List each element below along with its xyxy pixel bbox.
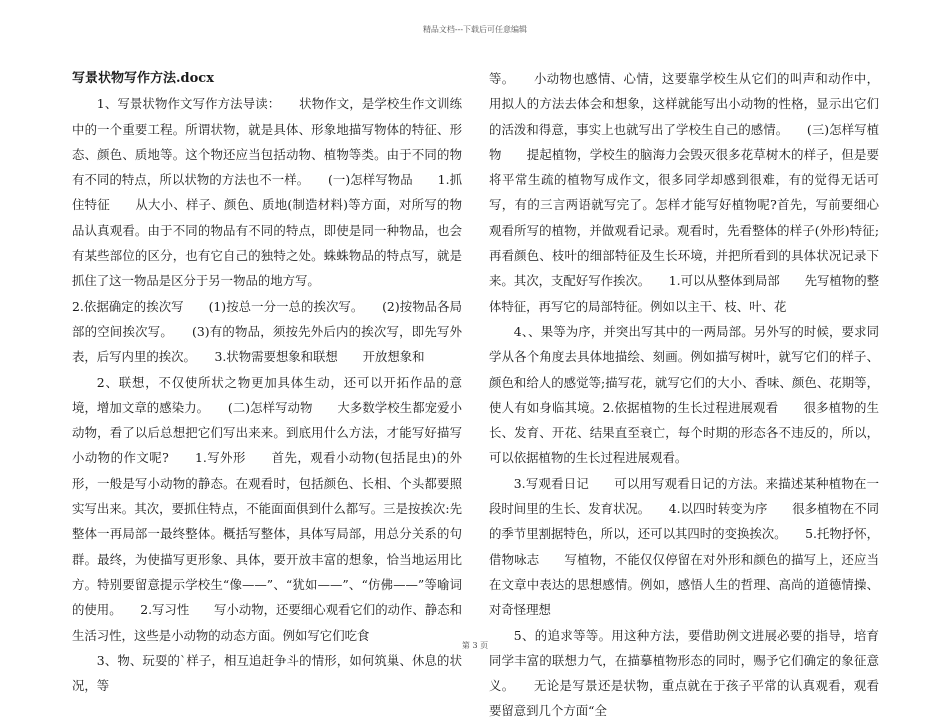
right-column [489, 66, 879, 724]
left-column [72, 66, 462, 698]
page-header: 精品文档---下载后可任意编辑 [422, 25, 528, 34]
page-number: 第 3 页 [461, 641, 489, 650]
paragraph: 3.写观看日记 可以用写观看日记的方法。来描述某种植物在一段时间里的生长、发育状况。 4.以四时转变为序 很多植物在不同的季节里割据特色，所以，还可以其四时的变换挨次。 5.托物抒怀，借物咏志 写植物，不能仅仅停留在对外形和颜色的描写上，还应当在文章中表达的思想感情。例如，感悟人生的哲理、高尚的道德情操、对奇怪理想 [489, 475, 879, 618]
paragraph: 2.依据确定的挨次写 (1)按总一分一总的挨次写。 (2)按物品各局部的空间挨次写。 (3)有的物品，须按先外后内的挨次写，即先写外表，后写内里的挨次。 3.状物需要想象和联想 开放想象和 [72, 298, 462, 365]
paragraph: 3、物、玩耍的`样子，相互追赶争斗的情形，如何筑巢、休息的状况，等 [72, 652, 462, 694]
paragraph: 等。 小动物也感情、心情，这要靠学校生从它们的叫声和动作中，用拟人的方法去体会和想象，这样就能写出小动物的性格，显示出它们的活泼和得意，事实上也就写出了学校生自己的感情。 (三)怎样写植物 提起植物，学校生的脑海力会毁灭很多花草树木的样子，但是要将平常生疏的植物写成作文，很多同学却感到很难，有的觉得无话可写，有的三言两语就写完了。怎样才能写好植物呢?首先，写前要细心观看所写的植物，并做观看记录。观看时，先看整体的样子(外形)特征;再看颜色、枝叶的细部特征及生长环境，并把所看到的具体状况记录下来。其次，支配好写作挨次。 1.可以从整体到局部 先写植物的整体特征，再写它的局部特征。例如以主干、枝、叶、花 [489, 71, 879, 314]
paragraph: 4、、果等为序，并突出写其中的一两局部。另外写的时候，要求同学从各个角度去具体地描绘、刻画。例如描写树叶，就写它们的样子、颜色和给人的感觉等;描写花，就写它们的大小、香味、颜色、花期等，使人有如身临其境。2.依据植物的生长过程进展观看 很多植物的生长、发育、开花、结果直至衰亡，每个时期的形态各不违反的，所以，可以依据植物的生长过程进展观看。 [489, 323, 879, 466]
document-title: 写景状物写作方法.docx [72, 71, 214, 86]
paragraph: 1、写景状物作文写作方法导读： 状物作文，是学校生作文训练中的一个重要工程。所谓状物，就是具体、形象地描写物体的特征、形态、颜色、质地等。这个物还应当包括动物、植物等类。由于不同的物有不同的特点，所以状物的方法也不一样。 (一)怎样写物品 1.抓住特征 从大小、样子、颜色、质地(制造材料)等方面，对所写的物品认真观看。由于不同的物品有不同的特点，即使是同一种物品，也会有某些部位的区分，也有它自己的独特之处。蛛蛛物品的特点写，就是抓住了这一物品是区分于另一物品的地方写。 [72, 96, 462, 289]
paragraph: 5、的追求等等。用这种方法，要借助例文进展必要的指导，培育同学丰富的联想力气，在描摹植物形态的同时，赐予它们确定的象征意义。 无论是写景还是状物，重点就在于孩子平常的认真观看，观看要留意到几个方面“全 [489, 627, 879, 719]
paragraph: 2、联想，不仅使所状之物更加具体生动，还可以开拓作品的意境，增加文章的感染力。 (二)怎样写动物 大多数学校生都宠爱小动物，看了以后总想把它们写出来来。到底用什么方法，才能写好描写小动物的作文呢? 1.写外形 首先，观看小动物(包括昆虫)的外形，一般是写小动物的静态。在观看时，包括颜色、长相、个头都要照实写出来。其次，要抓住特点，不能面面俱到什么都写。三是按挨次:先整体一再局部一最终整体。概括写整体，具体写局部，用总分关系的句群。最终，为使描写更形象、具体，要开放丰富的想象，恰当地运用比方。特别要留意提示学校生“像——”、“犹如——”、“仿佛——”等喻词的使用。 2.写习性 写小动物，还要细心观看它们的动作、静态和生活习性，这些是小动物的动态方面。例如写它们吃食 [72, 374, 462, 643]
